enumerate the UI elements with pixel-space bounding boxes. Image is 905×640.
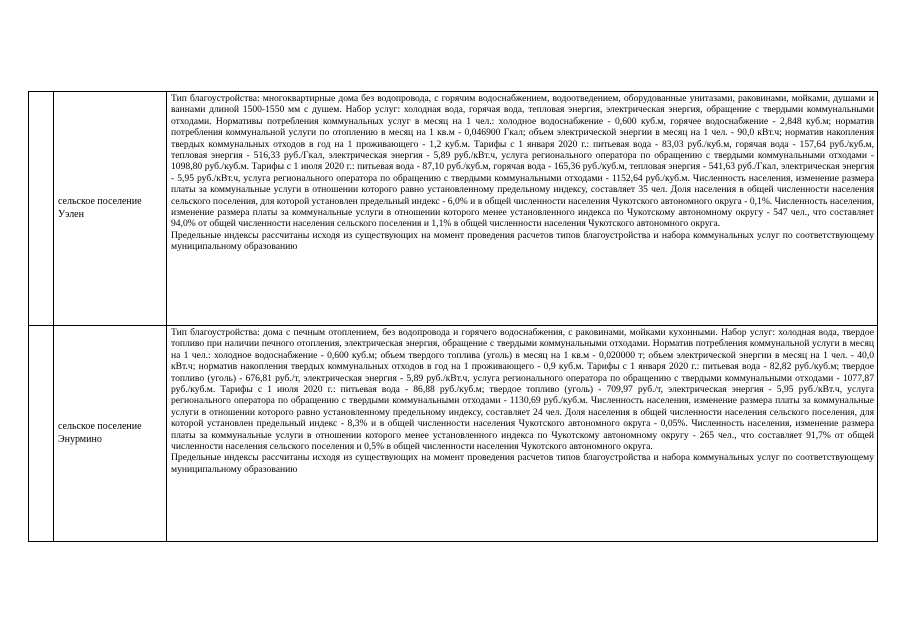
index-table (28, 91, 878, 542)
row-number-cell (29, 92, 54, 326)
table-row (29, 92, 878, 326)
settlement-name: сельское поселение Энурмино (54, 326, 167, 542)
description-text: Тип благоустройства: многоквартирные дома без водопровода, с горячим водоснабжением, водоотведением, оборудованные унитазами, раковинами, мойками, душами и ваннами длиной 1500-1550 мм с душем. Набор услуг: холодная вода, горячая вода, тепловая энергия, электрическая энергия, обращение с твердыми коммунальными отходами. Нормативы потребления коммунальных услуг в месяц на 1 чел.: холодное водоснабжение - 0,600 куб.м, горячее водоснабжение - 2,848 куб.м; норматив потребления коммунальной услуги по отоплению в месяц на 1 кв.м - 0,046900 Гкал; объем электрической энергии в месяц на 1 чел. - 90,0 кВт.ч; норматив накопления твердых коммунальных отходов в год на 1 проживающего - 1,2 куб.м. Тарифы с 1 января 2020 г.: питьевая вода - 83,03 руб./куб.м, горячая вода - 157,64 руб./куб.м, тепловая энергия - 516,33 руб./Гкал, электрическая энергия - 5,89 руб./кВт.ч, услуга регионального оператора по обращению с твердыми коммунальными отходами - 1098,80 руб./куб.м. Тарифы с 1 июля 2020 г.: питьевая вода - 87,10 руб./куб.м, горячая вода - 165,36 руб./куб.м, тепловая энергия - 541,63 руб./Гкал, электрическая энергия - 5,95 руб./кВт.ч, услуга регионального оператора по обращению с твердыми коммунальными отходами - 1152,64 руб./куб.м. Численность населения, изменение размера платы за коммунальные услуги в отношении которого равно установленному предельному индексу, составляет 35 чел. Доля населения в общей численности населения сельского поселения, для которой установлен предельный индекс - 6,0% и в общей численности населения Чукотского автономного округа - 0,1%. Численность населения, изменение размера платы за коммунальные услуги в отношении которого менее установленного индекса по Чукотскому автономному округу - 547 чел., что составляет 94,0% от общей численности населения сельского поселения и 1,1% в общей численности населения Чукотского автономного округа. (171, 93, 874, 230)
table-row (29, 326, 878, 542)
description-text: Тип благоустройства: дома с печным отоплением, без водопровода и горячего водоснабжения, с раковинами, мойками кухонными. Набор услуг: холодная вода, твердое топливо при наличии печного отопления, электрическая энергия, обращение с твердыми коммунальными отходами. Норматив потребления коммунальной услуги в месяц на 1 чел.: холодное водоснабжение - 0,600 куб.м; объем твердого топлива (уголь) в месяц на 1 кв.м - 0,020000 т; объем электрической энергии в месяц на 1 чел. - 40,0 кВт.ч; норматив накопления твердых коммунальных отходов в год на 1 проживающего - 0,9 куб.м. Тарифы с 1 января 2020 г.: питьевая вода - 82,82 руб./куб.м; твердое топливо (уголь) - 676,81 руб./т, электрическая энергия - 5,89 руб./кВт.ч, услуга регионального оператора по обращению с твердыми коммунальными отходами - 1077,87 руб./куб.м. Тарифы с 1 июля 2020 г.: питьевая вода - 86,88 руб./куб.м; твердое топливо (уголь) - 709,97 руб./т, электрическая энергия - 5,95 руб./кВт.ч, услуга регионального оператора по обращению с твердыми коммунальными отходами - 1130,69 руб./куб.м. Численность населения, изменение размера платы за коммунальные услуги в отношении которого равно установленному предельному индексу, составляет 24 чел. Доля населения в общей численности населения сельского поселения, для которой установлен предельный индекс - 8,3% и в общей численности населения Чукотского автономного округа - 0,05%. Численность населения, изменение размера платы за коммунальные услуги в отношении которого менее установленного индекса по Чукотскому автономному округу - 265 чел., что составляет 91,7% от общей численности населения сельского поселения и 0,5% в общей численности населения Чукотского автономного округа. (171, 327, 874, 453)
settlement-name: сельское поселение Уэлен (54, 92, 167, 326)
row-number-cell (29, 326, 54, 542)
description-cell (167, 326, 878, 542)
description-cell (167, 92, 878, 326)
note-text: Предельные индексы рассчитаны исходя из существующих на момент проведения расчетов типов благоустройства и набора коммунальных услуг по соответствующему муниципальному образованию (171, 452, 874, 475)
note-text: Предельные индексы рассчитаны исходя из существующих на момент проведения расчетов типов благоустройства и набора коммунальных услуг по соответствующему муниципальному образованию (171, 229, 874, 253)
